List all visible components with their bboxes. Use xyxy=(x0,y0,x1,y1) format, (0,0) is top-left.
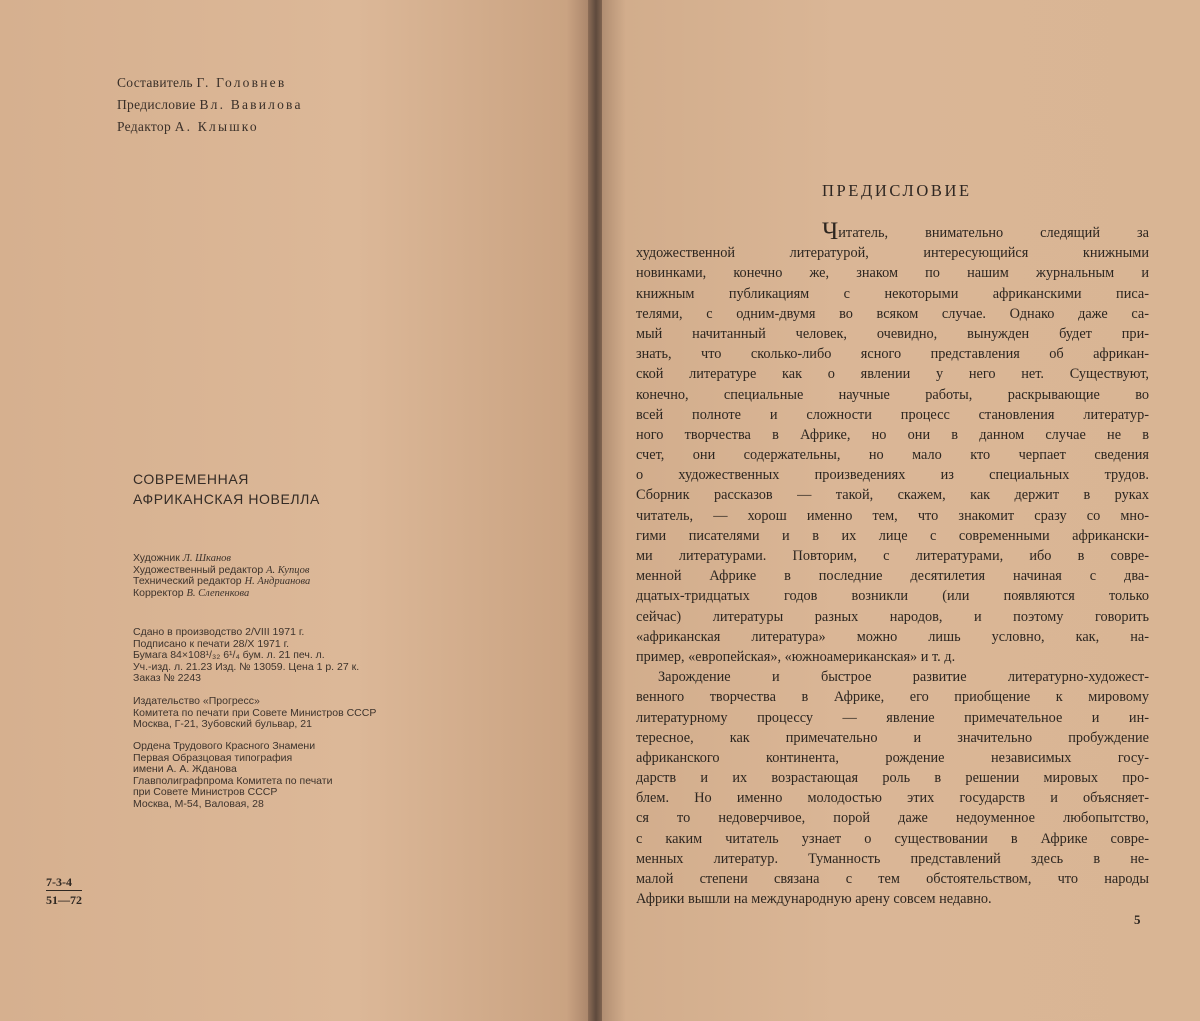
text-line: дарств и их возрастающая роль в решении мировых про- xyxy=(636,770,1149,787)
credits-block xyxy=(117,72,303,138)
print-info-line: Подписано к печати 28/X 1971 г. xyxy=(133,637,290,650)
text-line: новинками, конечно же, знаком по нашим журнальным и xyxy=(636,265,1149,282)
print-info-line: Сдано в производство 2/VIII 1971 г. xyxy=(133,626,305,638)
catalog-code xyxy=(46,874,82,908)
text-line: Зарождение и быстрое развитие литературно-художест- xyxy=(658,669,1149,686)
drop-cap: Ч xyxy=(822,218,839,245)
staff-line: Технический редактор Н. Андрианова xyxy=(133,575,311,587)
printer-line: имени А. А. Жданова xyxy=(133,763,237,775)
text-line: тересное, как примечательно и значительно пробуждение xyxy=(636,729,1149,746)
publisher-line: Москва, Г-21, Зубовский бульвар, 21 xyxy=(133,718,312,730)
text-line: мый начитанный человек, очевидно, вынужден будет при- xyxy=(636,325,1149,342)
print-info-line: Уч.-изд. л. 21.23 Изд. № 13059. Цена 1 р. 27 к. xyxy=(133,660,360,673)
text-line: Читатель, внимательно следящий за xyxy=(822,218,1149,245)
publisher-line: Комитета по печати при Совете Министров СССР xyxy=(133,706,377,719)
text-line: «африканская литература» можно лишь условно, как, на- xyxy=(636,628,1149,645)
text-line: пример, «европейская», «южноамериканская» и т. д. xyxy=(636,648,956,665)
text-line: художественной литературой, интересующийся книжными xyxy=(636,245,1149,262)
credit-line: Предисловие Вл. Вавилова xyxy=(117,97,303,112)
printer-line: при Совете Министров СССР xyxy=(133,786,278,798)
printer-line: Ордена Трудового Красного Знамени xyxy=(133,740,316,752)
left-page xyxy=(0,0,590,1021)
book-title-line: АФРИКАНСКАЯ НОВЕЛЛА xyxy=(133,491,320,507)
text-line: сейчас) литературы разных народов, и поэтому говорить xyxy=(636,608,1149,625)
text-line: ми литературами. Повторим, с литературами, ибо в совре- xyxy=(636,548,1149,564)
staff-line: Корректор В. Слепенкова xyxy=(133,586,250,599)
text-line: знать, что сколько-либо ясного представления об африкан- xyxy=(636,346,1149,363)
print-info-line: Заказ № 2243 xyxy=(133,672,201,684)
text-line: Сборник рассказов — такой, скажем, как держит в руках xyxy=(636,487,1149,504)
text-line: литературному процессу — явление примечательное и ин- xyxy=(636,709,1149,726)
text-line: о художественных произведениях из специальных трудов. xyxy=(636,467,1149,484)
catalog-code-bottom: 51—72 xyxy=(46,890,82,908)
printer-line: Первая Образцовая типография xyxy=(133,751,293,764)
publisher-line: Издательство «Прогресс» xyxy=(133,695,260,707)
text-line: блем. Но именно молодостью этих государств и объясняет- xyxy=(636,790,1149,807)
text-line: всей полноте и сложности процесс становления литератур- xyxy=(636,406,1149,423)
staff-list xyxy=(133,553,310,599)
book-title xyxy=(133,469,320,509)
staff-line: Художник Л. Шканов xyxy=(133,552,231,564)
publisher-info xyxy=(133,696,376,731)
page-number: 5 xyxy=(1134,912,1141,927)
text-line: ного творчества в Африке, но они в данном случае не в xyxy=(636,426,1149,443)
book-title-line: СОВРЕМЕННАЯ xyxy=(133,471,249,487)
catalog-code-top: 7-3-4 xyxy=(46,875,72,889)
foreword-text xyxy=(636,218,1149,909)
printer-line: Главполиграфпрома Комитета по печати xyxy=(133,774,333,787)
text-line: читатель, — хорош именно тем, что знакомит сразу со мно- xyxy=(636,507,1149,524)
text-line: венного творчества в Африке, его приобщение к мировому xyxy=(636,689,1149,706)
text-line: с каким читатель узнает о существовании в Африке совре- xyxy=(636,830,1149,847)
text-line: телями, с одним-двумя во всяком случае. Однако даже са- xyxy=(636,305,1149,322)
text-line: менных литератур. Туманность представлений здесь в не- xyxy=(636,850,1149,867)
print-info xyxy=(133,627,359,685)
text-line: малой степени связана с тем обстоятельством, что народы xyxy=(636,871,1149,887)
text-line: гими писателями и в их лице с современными африкански- xyxy=(636,527,1149,544)
text-line: ской литературе как о явлении у него нет. Существуют, xyxy=(636,366,1149,383)
credit-line: Составитель Г. Головнев xyxy=(117,75,287,90)
text-line: Африки вышли на международную арену совсем недавно. xyxy=(636,891,992,908)
credit-line: Редактор А. Клышко xyxy=(117,119,259,134)
text-line: ся то недоверчивое, порой даже недоуменное любопытство, xyxy=(636,810,1149,827)
text-line: счет, они содержательны, но мало кто черпает сведения xyxy=(636,447,1149,464)
staff-line: Художественный редактор А. Купцов xyxy=(133,563,310,576)
text-line: конечно, специальные научные работы, раскрывающие во xyxy=(636,386,1149,403)
page-heading: ПРЕДИСЛОВИЕ xyxy=(822,181,972,200)
text-line: африканского континента, рождение независимых госу- xyxy=(636,749,1149,766)
text-line: менной Африке в последние десятилетия начиная с два- xyxy=(636,568,1149,585)
printer-info xyxy=(133,741,332,810)
text-line: дцатых-тридцатых годов возникли (или появляются только xyxy=(636,588,1149,605)
print-info-line: Бумага 84×108¹/₃₂ 6¹/₄ бум. л. 21 печ. л. xyxy=(133,649,325,661)
text-line: книжным публикациям с некоторыми африканскими писа- xyxy=(636,285,1149,302)
printer-line: Москва, М-54, Валовая, 28 xyxy=(133,797,264,810)
